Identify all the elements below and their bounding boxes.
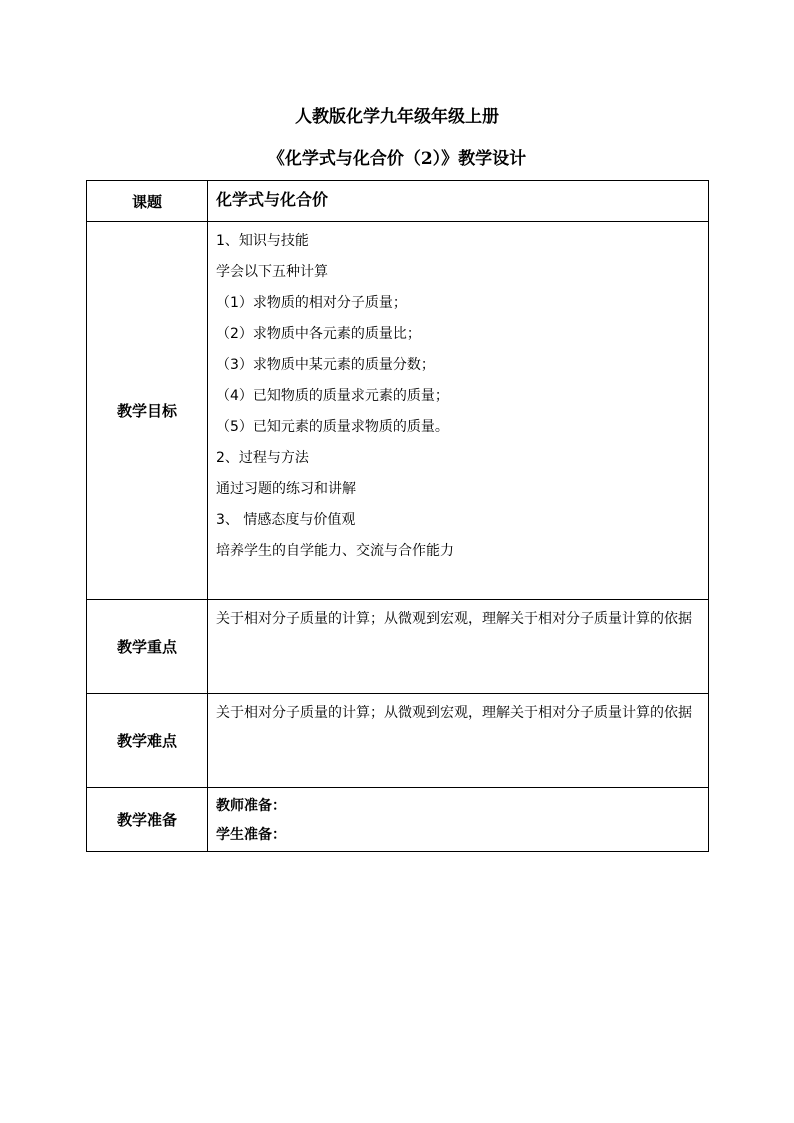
objectives-label: 教学目标 (87, 222, 208, 600)
preparation-label: 教学准备 (87, 788, 208, 852)
document-subtitle: 《化学式与化合价（2）》教学设计 (267, 149, 527, 169)
objective-line: 1、知识与技能 (216, 233, 309, 249)
table-row-key-points (87, 600, 709, 694)
topic-label: 课题 (87, 181, 208, 222)
difficulties-label: 教学难点 (87, 694, 208, 788)
objective-line: 培养学生的自学能力、交流与合作能力 (216, 543, 454, 559)
objective-line: （3）求物质中某元素的质量分数； (216, 357, 435, 373)
difficulties-text: 关于相对分子质量的计算；从微观到宏观，理解关于相对分子质量计算的依据 (216, 705, 692, 721)
preparation-cell (208, 788, 709, 852)
objective-line: 学会以下五种计算 (216, 264, 328, 280)
objective-line: （5）已知元素的质量求物质的质量。 (216, 419, 449, 435)
objective-line: （4）已知物质的质量求元素的质量； (216, 388, 449, 404)
student-preparation: 学生准备： (216, 827, 286, 843)
topic-value-cell (208, 181, 709, 222)
document-title: 人教版化学九年级年级上册 (295, 107, 499, 127)
table-row-topic (87, 181, 709, 222)
objectives-content (208, 222, 709, 600)
lesson-plan-table (86, 180, 709, 852)
key-points-label: 教学重点 (87, 600, 208, 694)
objective-line: （1）求物质的相对分子质量； (216, 295, 407, 311)
teacher-preparation: 教师准备： (216, 798, 286, 814)
key-points-text: 关于相对分子质量的计算；从微观到宏观，理解关于相对分子质量计算的依据 (216, 611, 692, 627)
difficulties-cell (208, 694, 709, 788)
key-points-cell (208, 600, 709, 694)
objective-line: 通过习题的练习和讲解 (216, 481, 356, 497)
table-row-preparation (87, 788, 709, 852)
objective-line: （2）求物质中各元素的质量比； (216, 326, 421, 342)
objective-line: 3、 情感态度与价值观 (216, 512, 356, 528)
table-row-objectives (87, 222, 709, 600)
topic-value: 化学式与化合价 (216, 190, 329, 209)
table-row-difficulties (87, 694, 709, 788)
objective-line: 2、过程与方法 (216, 450, 309, 466)
